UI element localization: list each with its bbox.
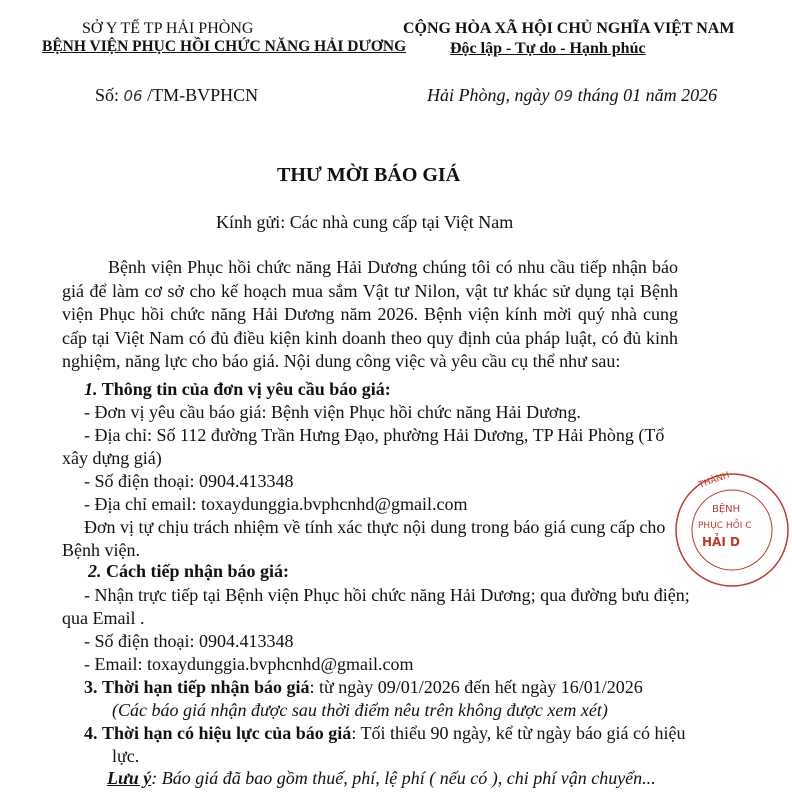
- note-text: : Báo giá đã bao gồm thuế, phí, lệ phí ( nếu có ), chi phí vận chuyển...: [151, 768, 656, 788]
- section1-email: - Địa chỉ email: toxaydunggia.bvphcnhd@gmail.com: [84, 494, 468, 514]
- section1-title: Thông tin của đơn vị yêu cầu báo giá:: [101, 379, 391, 399]
- section1-heading: [84, 378, 391, 400]
- section3-note: (Các báo giá nhận được sau thời điểm nêu trên không được xem xét): [112, 700, 608, 720]
- section1-unit: - Đơn vị yêu cầu báo giá: Bệnh viện Phục hồi chức năng Hải Dương.: [84, 402, 581, 422]
- section1-number: 1.: [84, 379, 98, 399]
- section1-responsibility-cont: Bệnh viện.: [62, 540, 140, 560]
- number-value: 06: [123, 87, 143, 105]
- document-date: [427, 84, 717, 107]
- section4-text: : Tối thiểu 90 ngày, kể từ ngày báo giá có hiệu: [351, 723, 686, 743]
- note: [107, 767, 656, 789]
- page-title: THƯ MỜI BÁO GIÁ: [277, 164, 461, 186]
- section2-number: 2.: [88, 561, 102, 581]
- section1-phone: - Số điện thoại: 0904.413348: [84, 471, 294, 491]
- section4-text-cont: lực.: [112, 746, 140, 766]
- seal-text-4: HẢI D: [702, 535, 740, 549]
- seal-text-2: BỆNH: [712, 504, 741, 515]
- note-label: Lưu ý: [107, 768, 152, 788]
- section2-heading: [88, 560, 289, 582]
- section1-address-cont: xây dựng giá): [62, 448, 162, 468]
- section3-text: : từ ngày 09/01/2026 đến hết ngày 16/01/2026: [309, 677, 643, 697]
- section1-responsibility: Đơn vị tự chịu trách nhiệm về tính xác thực nội dung trong báo giá cung cấp cho: [84, 517, 666, 537]
- section3-title: Thời hạn tiếp nhận báo giá: [102, 677, 310, 697]
- number-prefix: Số:: [95, 85, 120, 105]
- number-suffix: /TM-BVPHCN: [147, 85, 259, 105]
- nation-name: CỘNG HÒA XÃ HỘI CHỦ NGHĨA VIỆT NAM: [403, 20, 735, 37]
- date-suffix: tháng 01 năm 2026: [577, 85, 718, 105]
- document-number: [95, 84, 258, 107]
- motto: Độc lập - Tự do - Hạnh phúc: [450, 40, 646, 57]
- section2-email: - Email: toxaydunggia.bvphcnhd@gmail.com: [84, 654, 414, 674]
- section2-method: - Nhận trực tiếp tại Bệnh viện Phục hồi chức năng Hải Dương; qua đường bưu điện;: [84, 585, 690, 605]
- section4-number: 4.: [84, 723, 98, 743]
- section2-method-cont: qua Email .: [62, 608, 145, 628]
- red-seal-stamp: [672, 470, 792, 590]
- section2-title: Cách tiếp nhận báo giá:: [106, 561, 290, 581]
- department-name: SỞ Y TẾ TP HẢI PHÒNG: [82, 20, 254, 37]
- section4-title: Thời hạn có hiệu lực của báo giá: [102, 723, 352, 743]
- date-prefix: Hải Phòng, ngày: [427, 85, 550, 105]
- section4: [84, 722, 686, 744]
- seal-text-top: THÀNH: [697, 470, 732, 491]
- seal-text-3: PHỤC HỒI C: [698, 521, 752, 531]
- intro-paragraph: Bệnh viện Phục hồi chức năng Hải Dương chúng tôi có nhu cầu tiếp nhận báo giá để làm cơ sở cho kế hoạch mua sắm Vật tư Nilon, vật tư khác sử dụng tại Bệnh viện Phục hồi chức năng Hải Dương năm 2026. Bệnh viện kính mời quý nhà cung cấp tại Việt Nam có đủ điều kiện kinh doanh theo quy định của pháp luật, có đủ kinh nghiệm, năng lực cho báo giá. Nội dung công việc và yêu cầu cụ thể như sau:: [62, 257, 678, 371]
- section1-address: - Địa chỉ: Số 112 đường Trần Hưng Đạo, phường Hải Dương, TP Hải Phòng (Tổ: [84, 425, 665, 445]
- section2-phone: - Số điện thoại: 0904.413348: [84, 631, 294, 651]
- section3: [84, 676, 643, 698]
- greeting: Kính gửi: Các nhà cung cấp tại Việt Nam: [216, 212, 514, 232]
- section3-number: 3.: [84, 677, 98, 697]
- date-day: 09: [553, 87, 574, 105]
- hospital-name: BỆNH VIỆN PHỤC HỒI CHỨC NĂNG HẢI DƯƠNG: [42, 38, 407, 55]
